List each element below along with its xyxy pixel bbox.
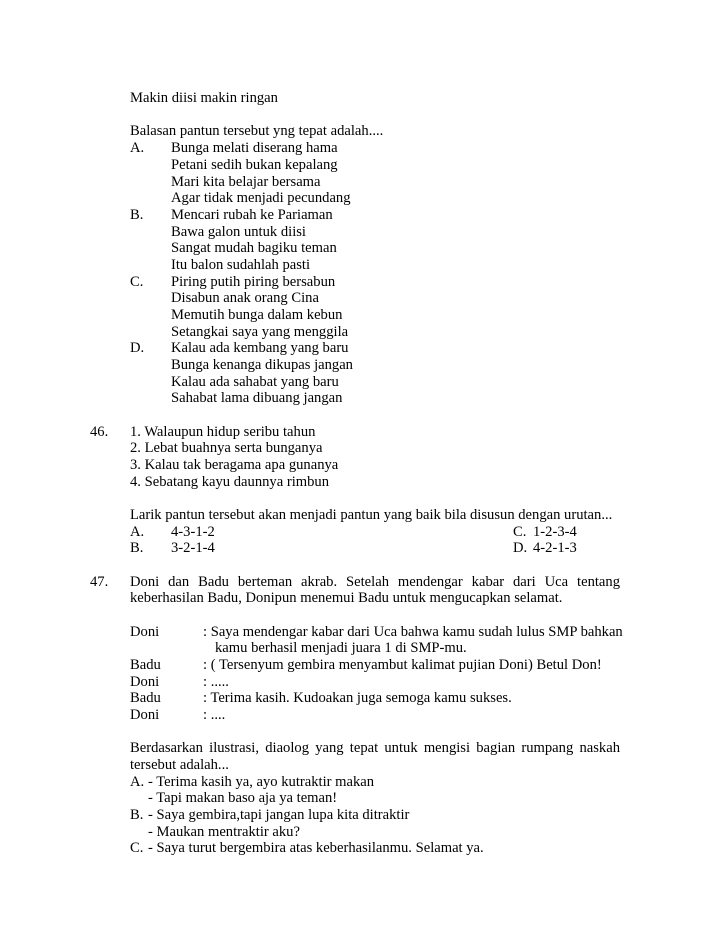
dialog-speaker: Doni: [130, 707, 160, 723]
option-line: - Terima kasih ya, ayo kutraktir makan: [148, 774, 375, 790]
option-value: 4-3-1-2: [171, 524, 215, 540]
pantun-line: 4. Sebatang kayu daunnya rimbun: [130, 474, 329, 490]
q47-question: tersebut adalah...: [130, 757, 229, 773]
option-letter: C.: [130, 274, 144, 290]
question-number: 47.: [90, 574, 109, 590]
option-line: Sahabat lama dibuang jangan: [171, 390, 343, 406]
option-letter: B.: [130, 807, 144, 823]
option-line: Itu balon sudahlah pasti: [171, 257, 311, 273]
option-value: 4-2-1-3: [533, 540, 577, 556]
option-letter: A.: [130, 774, 145, 790]
dialog-text: : .....: [203, 674, 229, 690]
option-line: Agar tidak menjadi pecundang: [171, 190, 351, 206]
q46-question: Larik pantun tersebut akan menjadi pantun yang baik bila disusun dengan urutan...: [130, 507, 613, 523]
option-line: Petani sedih bukan kepalang: [171, 157, 338, 173]
option-line: Kalau ada kembang yang baru: [171, 340, 349, 356]
q47-question: Berdasarkan ilustrasi, diaolog yang tepat untuk mengisi bagian rumpang naskah: [130, 740, 620, 756]
dialog-text: : Terima kasih. Kudoakan juga semoga kamu sukses.: [203, 690, 512, 706]
option-line: Piring putih piring bersabun: [171, 274, 336, 290]
dialog-text: : ....: [203, 707, 226, 723]
option-line: Bunga kenanga dikupas jangan: [171, 357, 353, 373]
option-line: Memutih bunga dalam kebun: [171, 307, 343, 323]
option-line: Kalau ada sahabat yang baru: [171, 374, 339, 390]
option-line: Disabun anak orang Cina: [171, 290, 319, 306]
dialog-text: : ( Tersenyum gembira menyambut kalimat pujian Doni) Betul Don!: [203, 657, 602, 673]
option-letter: D.: [513, 540, 528, 556]
option-line: Bunga melati diserang hama: [171, 140, 338, 156]
q47-intro: Doni dan Badu berteman akrab. Setelah mendengar kabar dari Uca tentang: [130, 574, 620, 590]
option-letter: A.: [130, 524, 145, 540]
q45-question: Balasan pantun tersebut yng tepat adalah....: [130, 123, 384, 139]
dialog-speaker: Doni: [130, 674, 160, 690]
option-letter: A.: [130, 140, 145, 156]
option-line: Sangat mudah bagiku teman: [171, 240, 337, 256]
pantun-line: Makin diisi makin ringan: [130, 90, 278, 106]
option-line: Mari kita belajar bersama: [171, 174, 321, 190]
pantun-line: 3. Kalau tak beragama apa gunanya: [130, 457, 339, 473]
option-line: - Saya turut bergembira atas keberhasilanmu. Selamat ya.: [148, 840, 484, 856]
dialog-text: kamu berhasil menjadi juara 1 di SMP-mu.: [215, 640, 467, 656]
option-letter: C.: [513, 524, 527, 540]
dialog-text: : Saya mendengar kabar dari Uca bahwa kamu sudah lulus SMP bahkan: [203, 624, 623, 640]
option-line: - Tapi makan baso aja ya teman!: [148, 790, 338, 806]
option-value: 3-2-1-4: [171, 540, 215, 556]
question-number: 46.: [90, 424, 109, 440]
dialog-speaker: Badu: [130, 690, 161, 706]
option-value: 1-2-3-4: [533, 524, 577, 540]
option-line: - Maukan mentraktir aku?: [148, 824, 300, 840]
option-letter: B.: [130, 540, 144, 556]
dialog-speaker: Doni: [130, 624, 160, 640]
pantun-line: 2. Lebat buahnya serta bunganya: [130, 440, 323, 456]
option-letter: D.: [130, 340, 145, 356]
option-line: Setangkai saya yang menggila: [171, 324, 349, 340]
dialog-speaker: Badu: [130, 657, 161, 673]
option-line: Bawa galon untuk diisi: [171, 224, 306, 240]
pantun-line: 1. Walaupun hidup seribu tahun: [130, 424, 316, 440]
q47-intro: keberhasilan Badu, Donipun menemui Badu untuk mengucapkan selamat.: [130, 590, 563, 606]
option-letter: C.: [130, 840, 144, 856]
option-line: Mencari rubah ke Pariaman: [171, 207, 333, 223]
option-letter: B.: [130, 207, 144, 223]
option-line: - Saya gembira,tapi jangan lupa kita ditraktir: [148, 807, 410, 823]
